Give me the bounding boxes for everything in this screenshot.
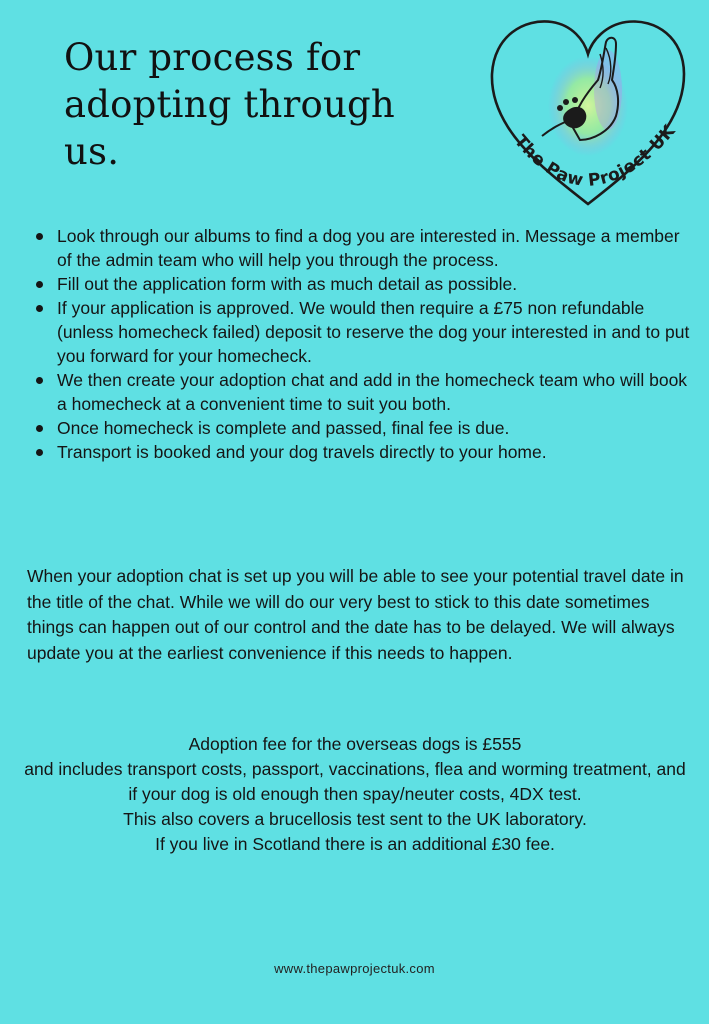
bullet-icon [36,377,43,384]
heart-with-hand-and-paw-icon [480,8,696,216]
scotland-fee-line: If you live in Scotland there is an additional £30 fee. [155,834,555,854]
logo-text: The Paw Project UK [510,121,680,191]
adoption-fee-section [20,732,690,857]
bullet-icon [36,305,43,312]
bullet-icon [36,281,43,288]
page-title: Our process for adopting through us. [64,36,395,173]
paw-project-logo [480,8,696,216]
fee-includes-line: and includes transport costs, passport, vaccinations, flea and worming treatment, and if your dog is old enough then spay/neuter costs, 4DX test. [24,759,686,804]
list-item [30,368,690,416]
travel-date-notice: When your adoption chat is set up you will be able to see your potential travel date in the title of the chat. While we will do our very best to stick to this date sometimes things can happen out of our control and the date has to be delayed. We will always update you at the earliest convenience if this needs to happen. [27,566,684,663]
list-item [30,272,690,296]
bullet-icon [36,449,43,456]
step-text: Transport is booked and your dog travels directly to your home. [57,442,547,462]
bullet-icon [36,425,43,432]
list-item [30,416,690,440]
step-text: Once homecheck is complete and passed, final fee is due. [57,418,510,438]
list-item [30,440,690,464]
brucellosis-line: This also covers a brucellosis test sent to the UK laboratory. [123,809,587,829]
website-link[interactable]: www.thepawprojectuk.com [274,961,435,976]
step-text: Look through our albums to find a dog you are interested in. Message a member of the admin team who will help you through the process. [57,226,680,270]
list-item [30,296,690,368]
adoption-steps-list [30,224,690,464]
fee-amount-line: Adoption fee for the overseas dogs is £555 [188,734,522,754]
list-item [30,224,690,272]
step-text: Fill out the application form with as much detail as possible. [57,274,518,294]
step-text: If your application is approved. We would then require a £75 non refundable (unless homecheck failed) deposit to reserve the dog your interested in and to put you forward for your homecheck. [57,298,690,366]
step-text: We then create your adoption chat and add in the homecheck team who will book a homecheck at a convenient time to suit you both. [57,370,688,414]
bullet-icon [36,233,43,240]
